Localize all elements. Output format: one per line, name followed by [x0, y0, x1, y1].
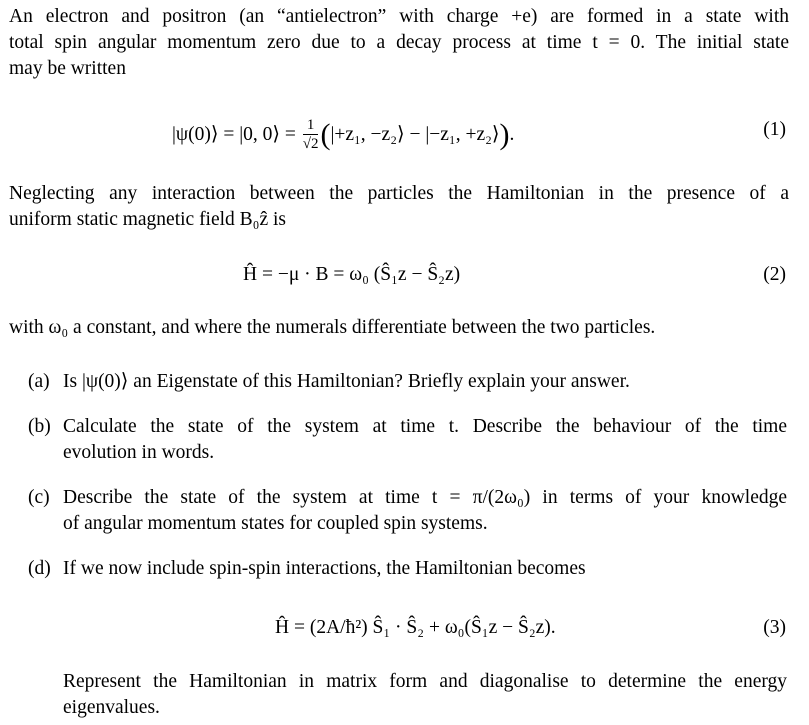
equation-1: |ψ(0)⟩ = |0, 0⟩ = $\frac{1}{√2}$ (|+z₁, −z₂⟩ − |−z₁, +z₂⟩). — [172, 117, 515, 152]
equation-1-rhs: |+z₁, −z₂⟩ − |−z₁, +z₂⟩ — [330, 123, 500, 145]
with-omega-line: with ω₀ a constant, and where the numerals differentiate between the two particles. — [9, 317, 656, 338]
question-c-line-1: Describe the state of the system at time t = π/(2ω₀) in terms of your knowledge — [63, 487, 787, 508]
equation-3: Ĥ = (2A/ħ²) Ŝ₁ · Ŝ₂ + ω₀(Ŝ₁z − Ŝ₂z). — [275, 617, 556, 638]
equation-1-lhs: |ψ(0)⟩ = |0, 0⟩ = — [172, 123, 296, 145]
closing-line-1: Represent the Hamiltonian in matrix form and diagonalise to determine the energy — [63, 671, 787, 692]
hamiltonian-intro — [9, 181, 789, 233]
equation-3-number: (3) — [763, 617, 786, 638]
question-d-label: (d) — [28, 558, 51, 579]
equation-1-open-paren: ( — [320, 117, 331, 151]
question-a-label: (a) — [28, 371, 50, 392]
question-a-text: Is |ψ(0)⟩ an Eigenstate of this Hamiltonian? Briefly explain your answer. — [63, 371, 630, 392]
question-c-label: (c) — [28, 487, 50, 508]
question-d-text: If we now include spin-spin interactions, the Hamiltonian becomes — [63, 558, 586, 579]
intro-line-1: An electron and positron (an “antielectron” with charge +e) are formed in a state with — [9, 6, 789, 27]
equation-1-frac-num: 1 — [303, 117, 319, 135]
closing-line-2: eigenvalues. — [63, 697, 160, 718]
closing-paragraph — [63, 669, 787, 721]
intro-line-2: total spin angular momentum zero due to a decay process at time t = 0. The initial state — [9, 32, 789, 53]
equation-2-number: (2) — [763, 264, 786, 285]
equation-1-frac-den: √2 — [302, 136, 319, 152]
intro-paragraph — [9, 4, 789, 82]
equation-1-number: (1) — [763, 119, 786, 140]
equation-1-fraction — [303, 117, 319, 154]
equation-2: Ĥ = −μ · B = ω₀ (Ŝ₁z − Ŝ₂z) — [243, 264, 461, 285]
hamiltonian-intro-line-1: Neglecting any interaction between the particles the Hamiltonian in the presence of a — [9, 183, 789, 204]
question-b-line-1: Calculate the state of the system at time t. Describe the behaviour of the time — [63, 416, 787, 437]
question-c-line-2: of angular momentum states for coupled spin systems. — [63, 513, 488, 534]
equation-1-close-paren: ) — [499, 117, 510, 151]
intro-line-3: may be written — [9, 58, 126, 79]
question-b-line-2: evolution in words. — [63, 442, 215, 463]
question-b-label: (b) — [28, 416, 51, 437]
hamiltonian-intro-line-2: uniform static magnetic field B₀ẑ is — [9, 209, 287, 230]
